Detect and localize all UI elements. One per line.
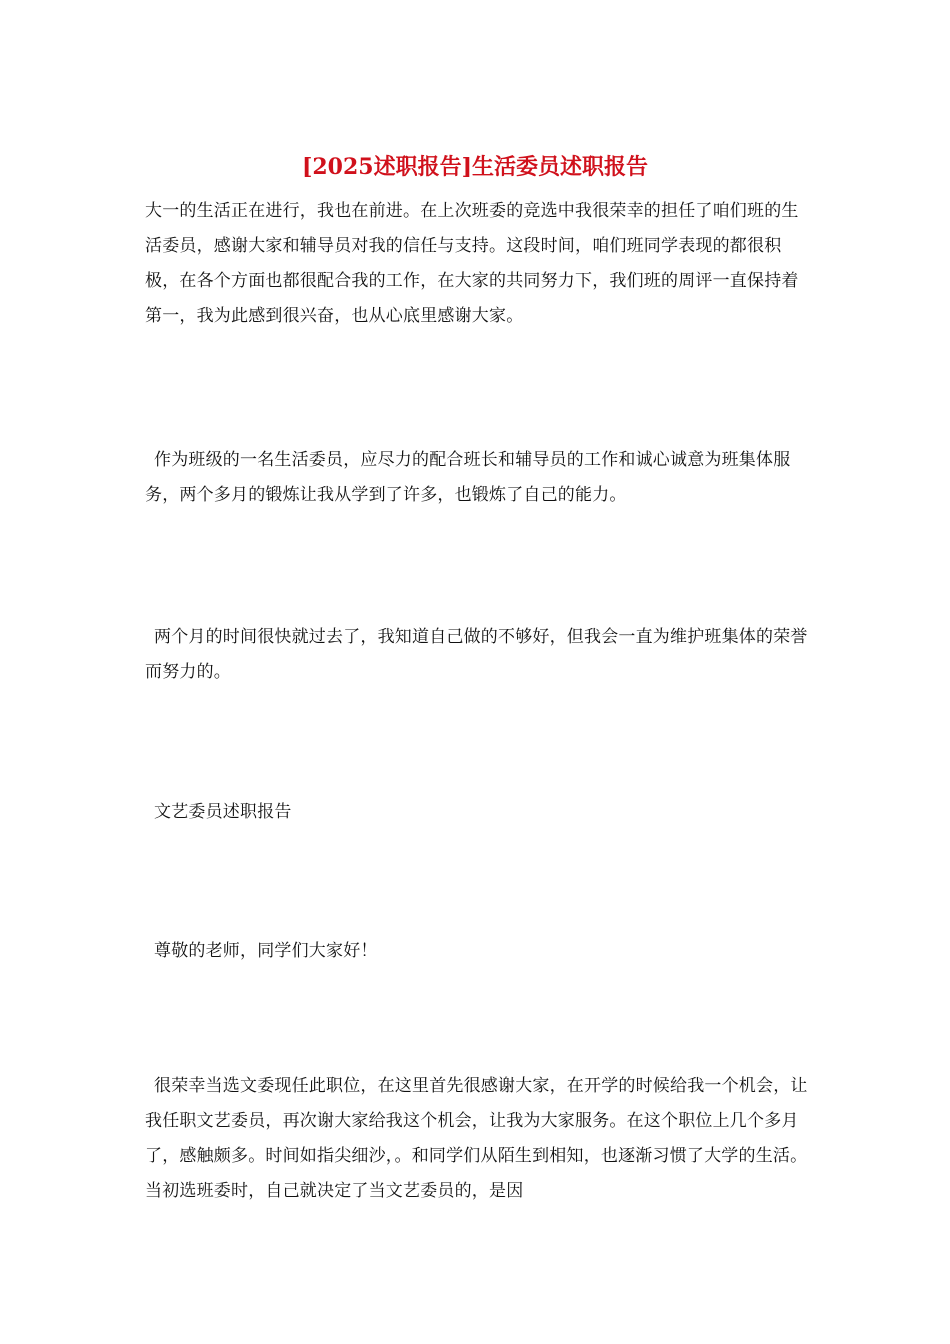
paragraph-4: 很荣幸当选文委现任此职位，在这里首先很感谢大家，在开学的时候给我一个机会，让我任职文艺委员，再次谢大家给我这个机会，让我为大家服务。在这个职位上几个多月了，感触颇多。时间如指尖细沙，。和同学们从陌生到相知，也逐渐习惯了大学的生活。当初选班委时，自己就决定了当文艺委员的，是因 xyxy=(145,1076,808,1201)
greeting: 尊敬的老师，同学们大家好！ xyxy=(154,941,378,961)
document-title: [2025述职报告]生活委员述职报告 xyxy=(301,154,649,180)
paragraph-3: 两个月的时间很快就过去了，我知道自己做的不够好，但我会一直为维护班集体的荣誉而努力的。 xyxy=(145,627,808,682)
section-heading: 文艺委员述职报告 xyxy=(154,802,292,822)
paragraph-1: 大一的生活正在进行，我也在前进。在上次班委的竞选中我很荣幸的担任了咱们班的生活委员，感谢大家和辅导员对我的信任与支持。这段时间，咱们班同学表现的都很积极，在各个方面也都很配合我的工作，在大家的共同努力下，我们班的周评一直保持着第一，我为此感到很兴奋，也从心底里感谢大家。 xyxy=(145,201,799,326)
paragraph-2: 作为班级的一名生活委员，应尽力的配合班长和辅导员的工作和诚心诚意为班集体服务，两个多月的锻炼让我从学到了许多，也锻炼了自己的能力。 xyxy=(145,450,791,505)
